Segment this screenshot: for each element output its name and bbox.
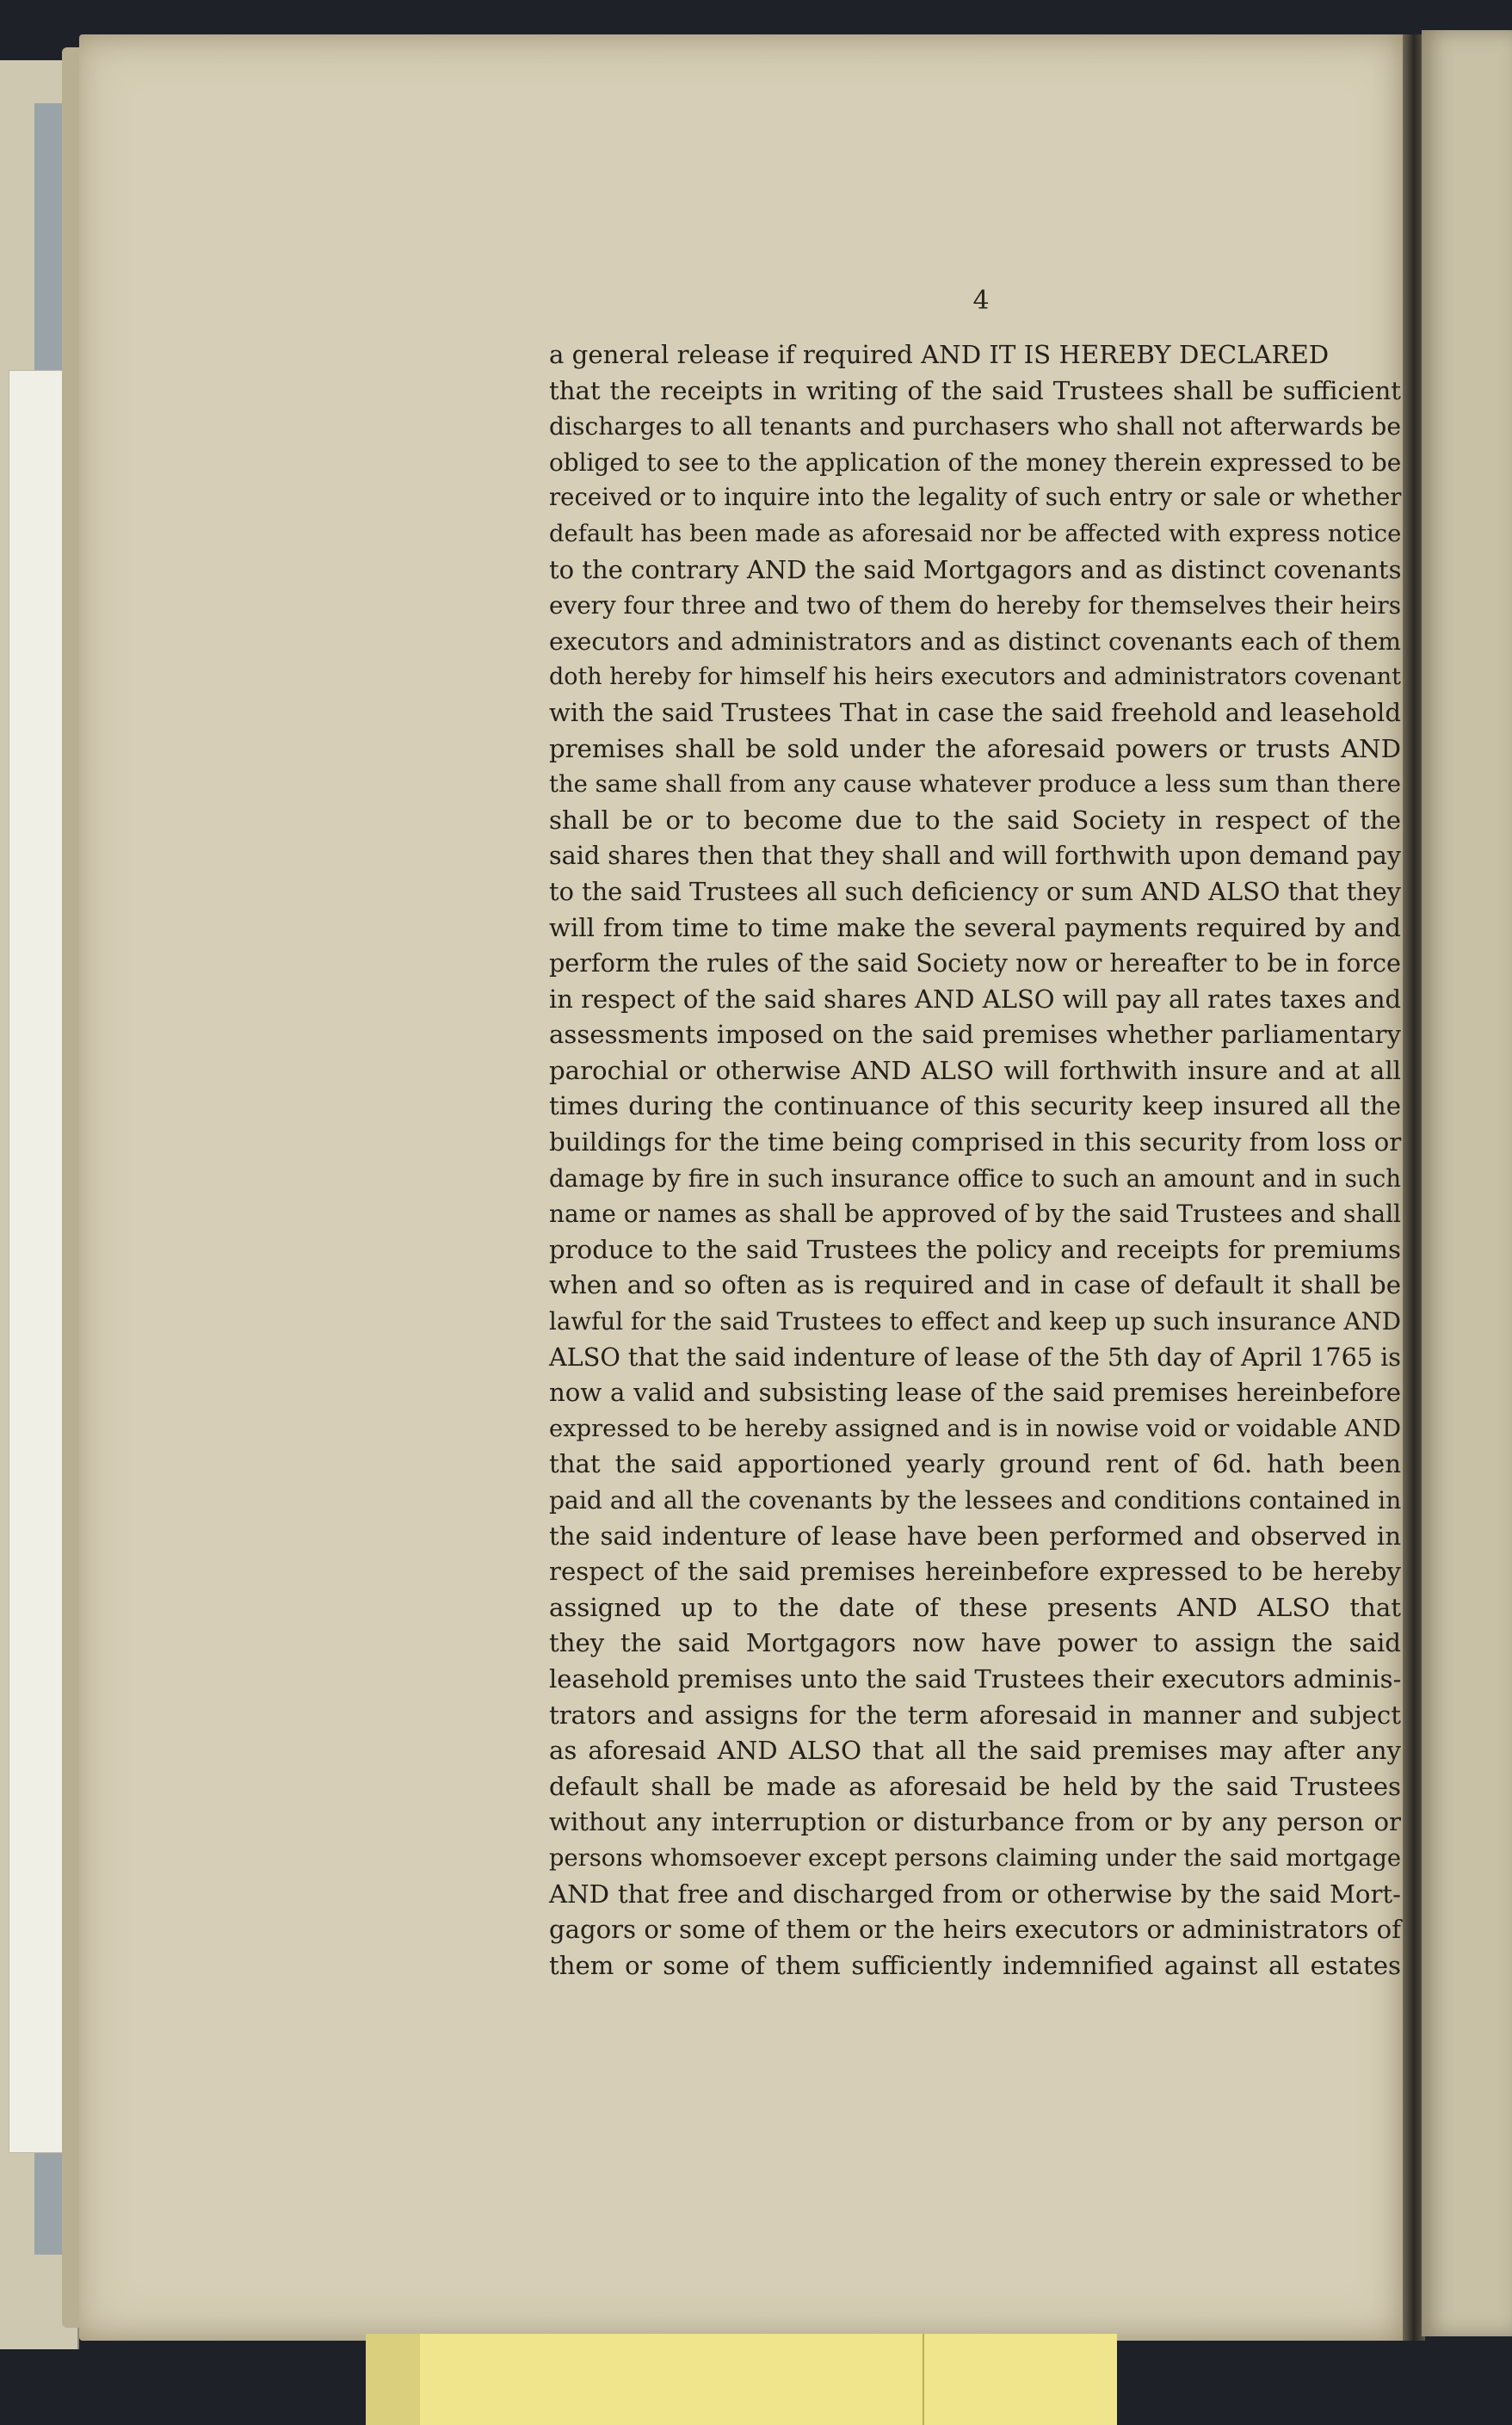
- text-line: shall be or to become due to the said Society in respect of the: [549, 805, 1401, 835]
- text-line: every four three and two of them do hereby for themselves their heirs: [549, 591, 1401, 620]
- text-line: default shall be made as aforesaid be held by the said Trustees: [549, 1771, 1401, 1801]
- text-line: to the said Trustees all such deficiency or sum AND ALSO that they: [549, 876, 1401, 906]
- text-line: name or names as shall be approved of by the said Trustees and shall: [549, 1200, 1401, 1229]
- text-line: perform the rules of the said Society now or hereafter to be in force: [549, 948, 1401, 978]
- text-line: said shares then that they shall and will forthwith upon demand pay: [549, 841, 1401, 871]
- text-line: they the said Mortgagors now have power to assign the said: [549, 1628, 1401, 1658]
- text-line: now a valid and subsisting lease of the said premises hereinbefore: [549, 1378, 1401, 1408]
- text-line: in respect of the said shares AND ALSO will pay all rates taxes and: [549, 984, 1402, 1014]
- text-line: produce to the said Trustees the policy and receipts for premiums: [549, 1234, 1401, 1264]
- text-line: parochial or otherwise AND ALSO will forthwith insure and at all: [549, 1055, 1401, 1085]
- text-line: to the contrary AND the said Mortgagors and as distinct covenants: [549, 554, 1402, 584]
- text-line: trators and assigns for the term aforesaid in manner and subject: [549, 1700, 1401, 1730]
- text-line: them or some of them sufficiently indemnified against all estates: [549, 1950, 1401, 1980]
- text-line: obliged to see to the application of the money therein expressed to be: [549, 447, 1402, 477]
- page-number: 4: [972, 286, 990, 316]
- text-line: a general release if required AND IT IS HEREBY DECLARED: [549, 340, 1330, 369]
- text-line: that the said apportioned yearly ground rent of 6d. hath been: [549, 1449, 1401, 1479]
- text-line: damage by fire in such insurance office to such an amount and in such: [549, 1163, 1401, 1193]
- text-line: the said indenture of lease have been performed and observed in: [549, 1521, 1401, 1551]
- text-line: expressed to be hereby assigned and is in nowise void or voidable AND: [549, 1415, 1402, 1442]
- text-line: with the said Trustees That in case the said freehold and leasehold: [549, 697, 1401, 727]
- text-line: doth hereby for himself his heirs executors and administrators covenant: [549, 663, 1401, 691]
- sticky-tab: [366, 2334, 424, 2425]
- text-line: gagors or some of them or the heirs executors or administrators of: [549, 1915, 1401, 1945]
- text-line: paid and all the covenants by the lessees and conditions contained in: [549, 1486, 1402, 1515]
- text-line: respect of the said premises hereinbefore expressed to be hereby: [549, 1557, 1401, 1587]
- text-line: lawful for the said Trustees to effect and keep up such insurance AND: [549, 1307, 1401, 1336]
- text-line: discharges to all tenants and purchasers who shall not afterwards be: [549, 412, 1401, 441]
- text-line: leasehold premises unto the said Trustees their executors adminis-: [549, 1663, 1402, 1694]
- text-line: when and so often as is required and in case of default it shall be: [549, 1270, 1401, 1300]
- body-text: [549, 337, 1401, 1984]
- text-line: ALSO that the said indenture of lease of the 5th day of April 1765 is: [549, 1342, 1401, 1372]
- sticky-tab-fold: [923, 2334, 924, 2425]
- text-line: persons whomsoever except persons claiming under the said mortgage: [549, 1844, 1401, 1872]
- text-line: premises shall be sold under the aforesaid powers or trusts AND: [549, 733, 1401, 763]
- text-line: without any interruption or disturbance from or by any person or: [549, 1807, 1401, 1837]
- text-line: assessments imposed on the said premises whether parliamentary: [549, 1020, 1401, 1050]
- text-line: times during the continuance of this security keep insured all the: [549, 1091, 1401, 1121]
- text-line: that the receipts in writing of the said Trustees shall be sufficient: [549, 375, 1401, 405]
- facing-page-edge: [1422, 30, 1512, 2336]
- text-line: the same shall from any cause whatever produce a less sum than there: [549, 771, 1401, 799]
- text-line: default has been made as aforesaid nor be affected with express notice: [549, 520, 1402, 547]
- text-line: executors and administrators and as distinct covenants each of them: [549, 626, 1401, 656]
- text-line: assigned up to the date of these presents AND ALSO that: [549, 1592, 1401, 1622]
- text-line: AND that free and discharged from or otherwise by the said Mort-: [549, 1879, 1401, 1909]
- text-line: will from time to time make the several payments required by and: [549, 912, 1401, 942]
- sticky-tab: [420, 2334, 1117, 2425]
- text-line: received or to inquire into the legality of such entry or sale or whether: [549, 484, 1402, 512]
- text-line: buildings for the time being comprised in this security from loss or: [549, 1127, 1402, 1157]
- text-line: as aforesaid AND ALSO that all the said premises may after any: [549, 1736, 1401, 1766]
